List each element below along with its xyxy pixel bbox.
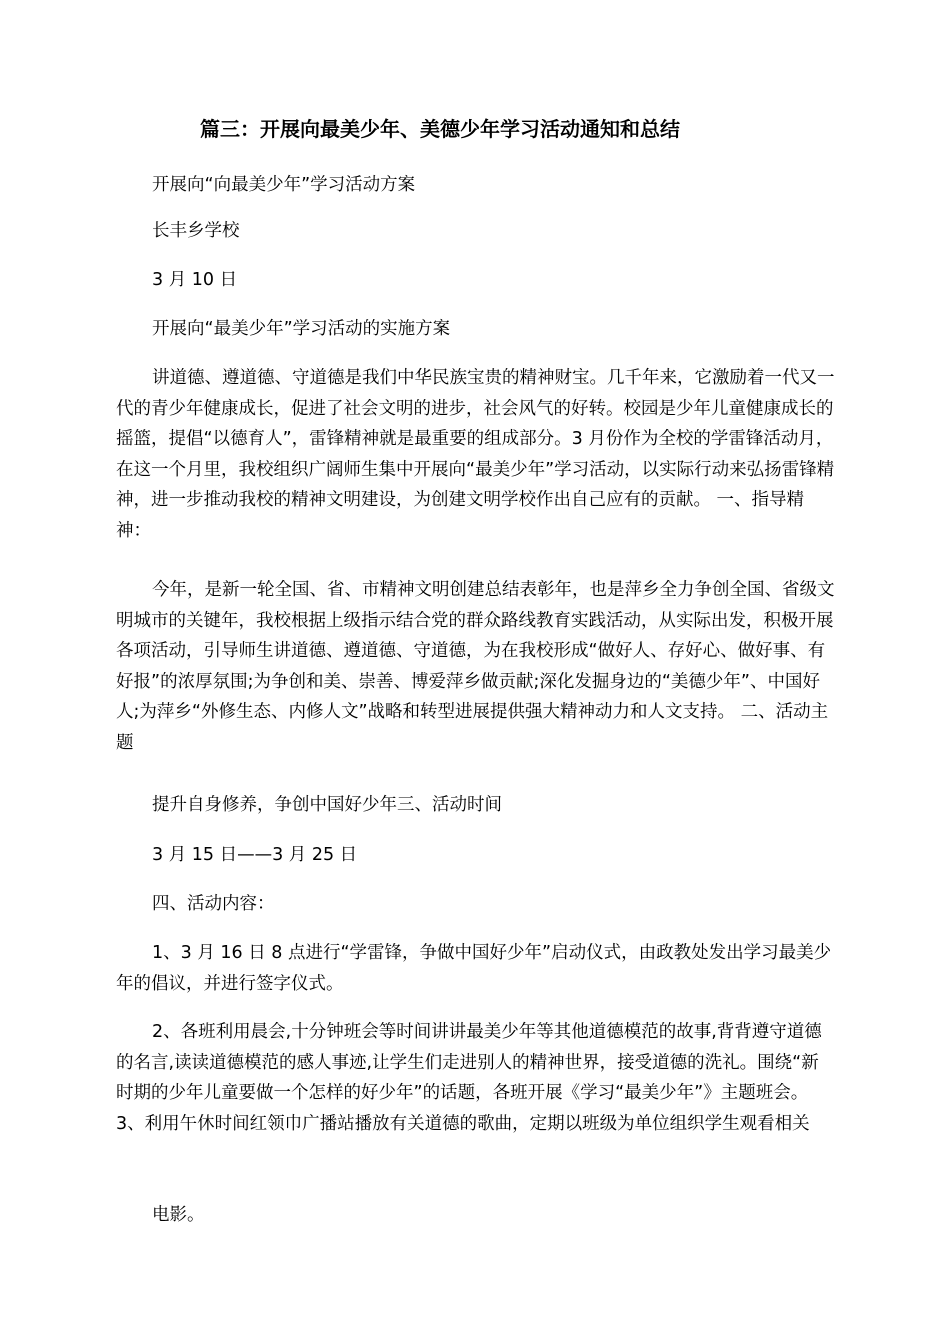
plan-heading: 开展向“向最美少年”学习活动方案: [152, 175, 416, 195]
intro-paragraph: 讲道德、遵道德、守道德是我们中华民族宝贵的精神财宝。几千年来，它激励着一代又一代的青少年健康成长，促进了社会文明的进步，社会风气的好转。校园是少年儿童健康成长的摇篮，提倡“以德育人”，雷锋精神就是最重要的组成部分。3 月份作为全校的学雷锋活动月，在这一个月里，我校组织广阔师生集中开展向“最美少年”学习活动，以实际行动来弘扬雷锋精神，进一步推动我校的精神文明建设，为创建文明学校作出自己应有的贡献。 一、指导精神：: [116, 368, 835, 541]
closing-fragment: 电影。: [152, 1205, 205, 1225]
school-name: 长丰乡学校: [152, 221, 240, 241]
implementation-heading: 开展向“最美少年”学习活动的实施方案: [152, 319, 451, 339]
activity-content-heading: 四、活动内容：: [152, 894, 275, 914]
activity-time: 3 月 15 日——3 月 25 日: [152, 845, 358, 865]
activity-theme: 提升自身修养，争创中国好少年三、活动时间: [152, 795, 502, 815]
document-title: 篇三：开展向最美少年、美德少年学习活动通知和总结: [200, 117, 680, 141]
plan-date: 3 月 10 日: [152, 270, 238, 290]
content-item-2: 2、各班利用晨会,十分钟班会等时间讲讲最美少年等其他道德模范的故事,背背遵守道德的名言,读读道德模范的感人事迹,让学生们走进别人的精神世界，接受道德的洗礼。围绕“新时期的少年儿童要做一个怎样的好少年”的话题，各班开展《学习“最美少年”》主题班会。 3、利用午休时间红领巾广播站播放有关道德的歌曲，定期以班级为单位组织学生观看相关: [116, 1022, 822, 1134]
content-item-1: 1、3 月 16 日 8 点进行“学雷锋，争做中国好少年”启动仪式，由政教处发出学习最美少年的倡议，并进行签字仪式。: [116, 943, 832, 994]
guiding-spirit-paragraph: 今年，是新一轮全国、省、市精神文明创建总结表彰年，也是萍乡全力争创全国、省级文明城市的关键年，我校根据上级指示结合党的群众路线教育实践活动，从实际出发，积极开展各项活动，引导师生讲道德、遵道德、守道德，为在我校形成“做好人、存好心、做好事、有好报”的浓厚氛围;为争创和美、崇善、博爱萍乡做贡献;深化发掘身边的“美德少年”、中国好人;为萍乡“外修生态、内修人文”战略和转型进展提供强大精神动力和人文支持。 二、活动主题: [116, 580, 835, 753]
